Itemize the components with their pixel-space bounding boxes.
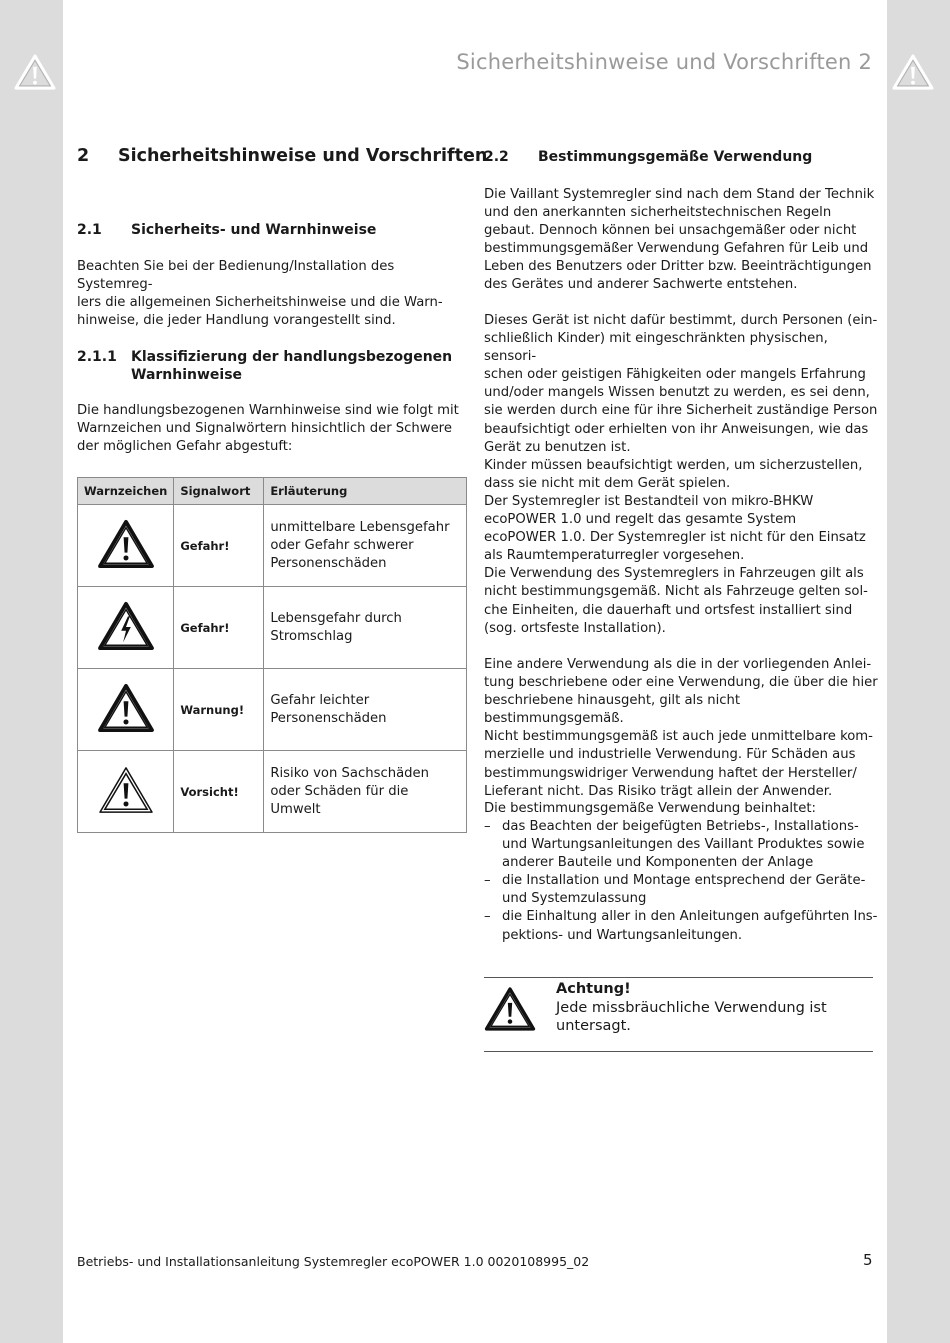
section-2-1-1-text: Die handlungsbezogenen Warnhinweise sind wie folgt mit Warnzeichen und Signalwörtern hinsichtlich der Schwere der möglichen Gefahr abgestuft: [77, 403, 459, 455]
footer-text: Betriebs- und Installationsanleitung Systemregler ecoPOWER 1.0 0020108995_02 [77, 1254, 590, 1269]
side-warning-triangle-icon [13, 52, 57, 92]
section-2-2-paragraph-2: Dieses Gerät ist nicht dafür bestimmt, durch Personen (ein- schließlich Kinder) mit eingeschränkten physischen, sensori- schen oder geistigen Fähigkeiten oder mangels Erfahrung und/oder mangels Wissen benutzt zu werden, es sei denn, sie werden durch eine für ihre Sicherheit zuständige Person beaufsichtigt oder erhielten von ihr Anweisungen, wie das Gerät zu benutzen ist. Kinder müssen beaufsichtigt werden, um sicherzustellen, dass sie nicht mit dem Gerät spielen. [484, 313, 878, 491]
section-2-1-text: Beachten Sie bei der Bedienung/Installation des Systemreg- lers die allgemeinen Sicherheitshinweise und die Warn- hinweise, die jeder Handlung vorangestellt sind. [77, 259, 443, 329]
section-2-2-paragraph-1: Die Vaillant Systemregler sind nach dem Stand der Technik und den anerkannten sicherheitstechnischen Regeln gebaut. Dennoch können bei unsachgemäßer oder nicht bestimmungsgemäßer Verwendung Gefahren für Leib und Leben des Benutzers oder Dritter bzw. Beeinträchtigungen des Gerätes und anderer Sachwerte entstehen. [484, 187, 875, 293]
section-2-2-paragraph-5: Die bestimmungsgemäße Verwendung beinhaltet: [484, 801, 816, 816]
section-2-2-paragraph-4: Eine andere Verwendung als die in der vorliegenden Anlei- tung beschriebene oder eine Verwendung, die über die hier beschriebene hinausgeht, gilt als nicht bestimmungsgemäß. Nicht bestimmungsgemäß ist auch jede unmittelbare kom- merzielle und industrielle Verwendung. Für Schäden aus bestimmungswidriger Verwendung haftet der Hersteller/ Lieferant nicht. Das Risiko trägt allein der Anwender. [484, 657, 878, 799]
signal-word: Vorsicht! [174, 751, 264, 833]
note-text: Jede missbräuchliche Verwendung ist untersagt. [556, 1000, 827, 1034]
section-2-1-1-heading: 2.1.1 Klassifizierung der handlungsbezogenen Warnhinweise [77, 349, 453, 383]
table-header-row [78, 478, 467, 505]
explanation: unmittelbare Lebensgefahr oder Gefahr schwerer Personenschäden [264, 505, 467, 587]
table-row [78, 751, 467, 833]
side-warning-triangle-icon [891, 52, 935, 92]
warning-classification-table [77, 477, 467, 833]
warning-triangle-exclamation-icon [97, 683, 155, 733]
explanation: Gefahr leichter Personenschäden [264, 669, 467, 751]
list-item: – die Einhaltung aller in den Anleitungen aufgeführten Ins- pektions- und Wartungsanleitungen. [484, 908, 879, 944]
caution-triangle-outline-icon [97, 765, 155, 815]
section-2-1-heading: 2.1 Sicherheits- und Warnhinweise [77, 222, 377, 238]
warning-triangle-exclamation-icon [97, 519, 155, 569]
signal-word: Warnung! [174, 669, 264, 751]
running-header: Sicherheitshinweise und Vorschriften 2 [456, 50, 872, 74]
column-header-signalwort: Signalwort [174, 478, 264, 505]
section-2-2-heading: 2.2 Bestimmungsgemäße Verwendung [484, 149, 813, 165]
warning-triangle-exclamation-icon [484, 986, 536, 1032]
table-row [78, 669, 467, 751]
warning-triangle-lightning-icon [97, 601, 155, 651]
table-row [78, 505, 467, 587]
note-title: Achtung! [556, 981, 631, 997]
list-item: – die Installation und Montage entsprechend der Geräte- und Systemzulassung [484, 872, 879, 908]
column-header-warnzeichen: Warnzeichen [78, 478, 174, 505]
attention-note [484, 977, 873, 1052]
table-row [78, 587, 467, 669]
section-2-2-paragraph-3: Der Systemregler ist Bestandteil von mikro-BHKW ecoPOWER 1.0 und regelt das gesamte System ecoPOWER 1.0. Der Systemregler ist nicht für den Einsatz als Raumtemperaturregler vorgesehen. Die Verwendung des Systemreglers in Fahrzeugen gilt als nicht bestimmungsgemäß. Nicht als Fahrzeuge gelten sol- che Einheiten, die dauerhaft und ortsfest installiert sind (sog. ortsfeste Installation). [484, 494, 868, 636]
column-header-erlaeuterung: Erläuterung [264, 478, 467, 505]
section-2-heading: 2 Sicherheitshinweise und Vorschriften [77, 146, 488, 166]
explanation: Lebensgefahr durch Stromschlag [264, 587, 467, 669]
signal-word: Gefahr! [174, 505, 264, 587]
explanation: Risiko von Sachschäden oder Schäden für die Umwelt [264, 751, 467, 833]
usage-list [484, 818, 879, 945]
signal-word: Gefahr! [174, 587, 264, 669]
page-number: 5 [863, 1251, 873, 1269]
list-item: – das Beachten der beigefügten Betriebs-, Installations- und Wartungsanleitungen des Vaillant Produktes sowie anderer Bauteile und Komponenten der Anlage [484, 818, 879, 872]
